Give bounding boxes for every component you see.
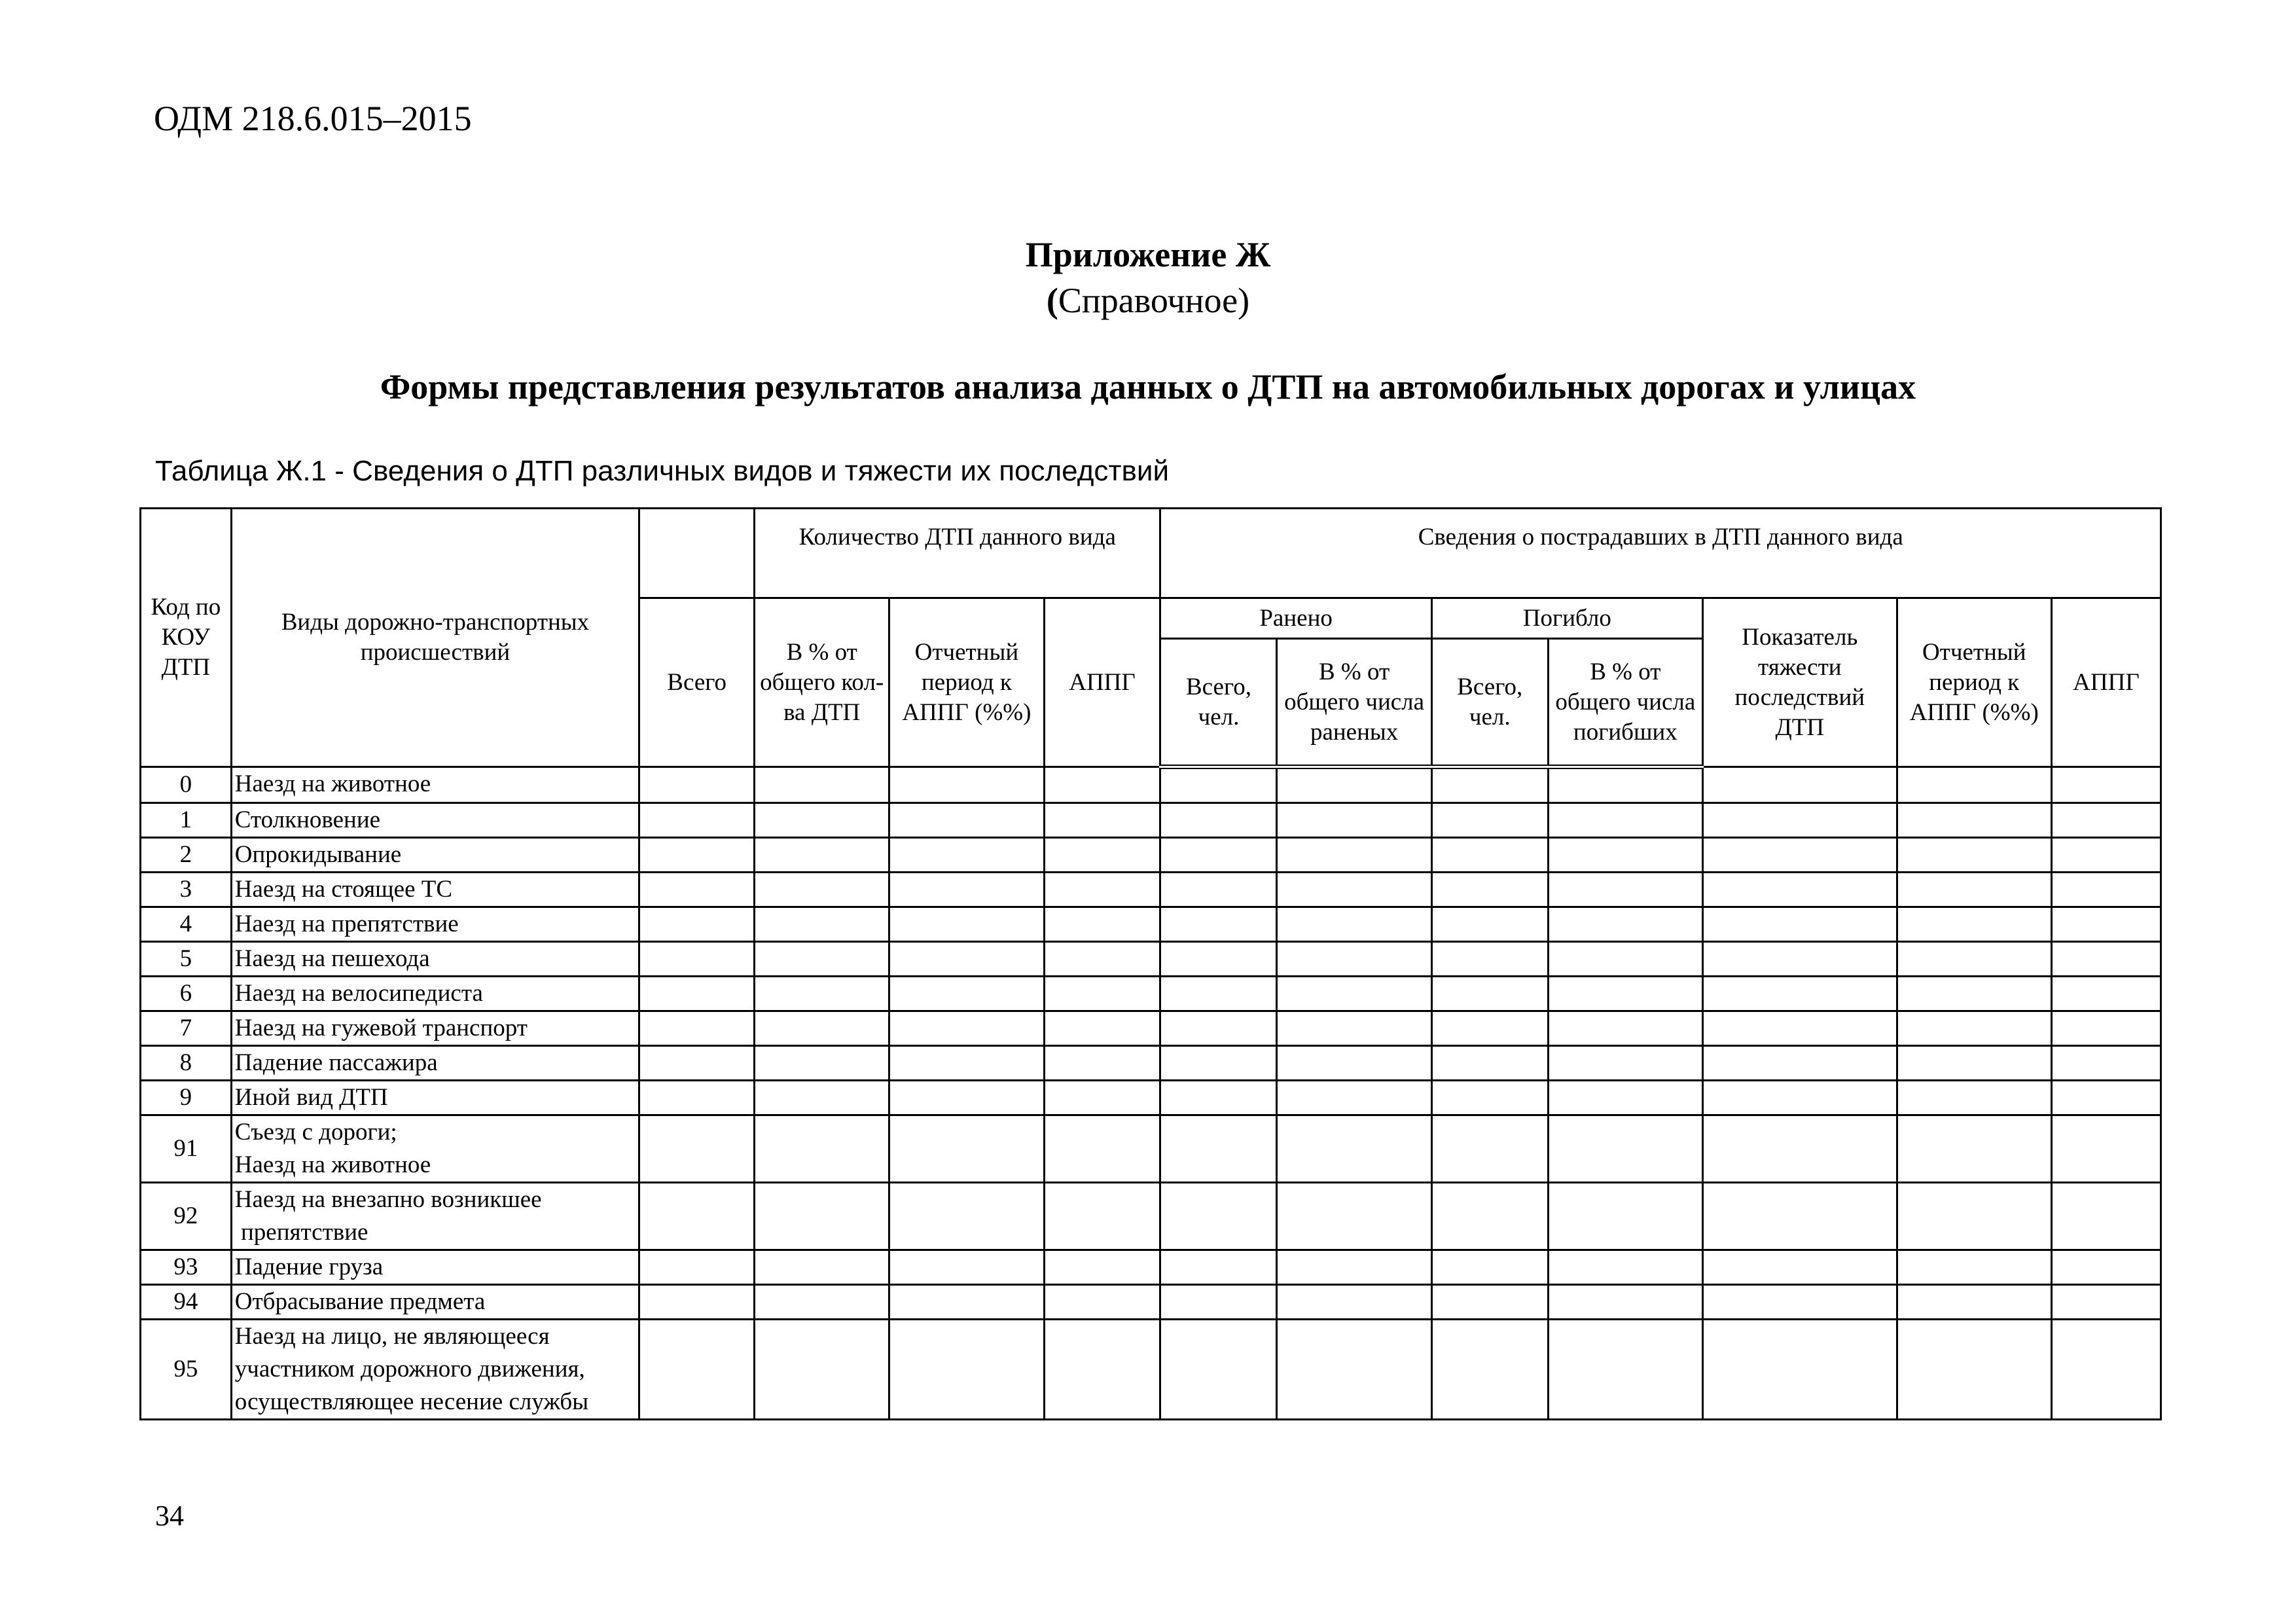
row-code: 94 <box>141 1285 232 1320</box>
empty-cell <box>2051 1115 2161 1183</box>
empty-cell <box>1702 767 1897 803</box>
empty-cell <box>1431 1285 1548 1320</box>
table-row <box>141 1285 2161 1320</box>
row-code: 8 <box>141 1046 232 1081</box>
empty-cell <box>1897 1115 2051 1183</box>
row-code: 6 <box>141 977 232 1011</box>
empty-cell <box>1702 873 1897 907</box>
empty-cell <box>889 1081 1044 1115</box>
empty-cell <box>889 1320 1044 1420</box>
empty-cell <box>639 1081 755 1115</box>
empty-cell <box>1548 1081 1702 1115</box>
empty-cell <box>1431 907 1548 942</box>
empty-cell <box>1044 1183 1160 1250</box>
empty-cell <box>1431 942 1548 977</box>
empty-cell <box>1277 1115 1431 1183</box>
appendix-subtitle-paren: ( <box>1046 281 1058 320</box>
empty-cell <box>2051 767 2161 803</box>
empty-cell <box>1277 942 1431 977</box>
empty-cell <box>1897 838 2051 873</box>
empty-cell <box>1431 1250 1548 1285</box>
row-accident-type: Наезд на велосипедиста <box>231 977 639 1011</box>
empty-cell <box>755 1250 889 1285</box>
empty-cell <box>1548 1285 1702 1320</box>
empty-cell <box>1702 1183 1897 1250</box>
empty-cell <box>1277 907 1431 942</box>
empty-cell <box>1897 942 2051 977</box>
empty-cell <box>639 1320 755 1420</box>
row-accident-type-line: препятствие <box>234 1219 368 1246</box>
empty-cell <box>2051 1046 2161 1081</box>
table-row <box>141 1115 2161 1183</box>
header-injured-total: Всего, чел. <box>1160 639 1277 767</box>
header-group-count: Количество ДТП данного вида <box>755 509 1160 598</box>
empty-cell <box>755 767 889 803</box>
empty-cell <box>755 977 889 1011</box>
table-caption: Таблица Ж.1 - Сведения о ДТП различных видов и тяжести их последствий <box>155 455 1170 487</box>
header-injured: Ранено <box>1160 598 1431 639</box>
empty-cell <box>2051 942 2161 977</box>
page-number: 34 <box>155 1500 184 1532</box>
empty-cell <box>1160 1046 1277 1081</box>
empty-cell <box>755 803 889 838</box>
empty-cell <box>1897 907 2051 942</box>
empty-cell <box>1897 1183 2051 1250</box>
table-row <box>141 873 2161 907</box>
table-row <box>141 942 2161 977</box>
header-report-period-2: Отчетный период к АППГ (%%) <box>1897 598 2051 767</box>
empty-cell <box>1897 767 2051 803</box>
empty-cell <box>2051 977 2161 1011</box>
empty-cell <box>755 1011 889 1046</box>
accident-table <box>139 507 2162 1420</box>
empty-cell <box>755 1115 889 1183</box>
empty-cell <box>1160 977 1277 1011</box>
empty-cell <box>755 838 889 873</box>
empty-cell <box>1431 1046 1548 1081</box>
empty-cell <box>1277 1046 1431 1081</box>
header-code: Код по КОУ ДТП <box>141 509 232 767</box>
row-accident-type: Столкновение <box>231 803 639 838</box>
empty-cell <box>639 907 755 942</box>
empty-cell <box>1548 1320 1702 1420</box>
header-appg-2: АППГ <box>2051 598 2161 767</box>
empty-cell <box>889 873 1044 907</box>
empty-cell <box>1277 767 1431 803</box>
empty-cell <box>2051 1081 2161 1115</box>
empty-cell <box>1160 1011 1277 1046</box>
empty-cell <box>1702 803 1897 838</box>
empty-cell <box>889 1285 1044 1320</box>
empty-cell <box>1702 942 1897 977</box>
table-row <box>141 907 2161 942</box>
appendix-subtitle <box>0 280 2296 321</box>
header-report-period: Отчетный период к АППГ (%%) <box>889 598 1044 767</box>
row-accident-type-line: Съезд с дороги; <box>234 1119 397 1146</box>
row-accident-type-line: осуществляющее несение службы <box>234 1388 589 1415</box>
row-code: 2 <box>141 838 232 873</box>
empty-cell <box>639 1250 755 1285</box>
empty-cell <box>1277 1250 1431 1285</box>
header-blank <box>639 509 755 598</box>
document-code: ОДМ 218.6.015–2015 <box>154 99 472 138</box>
empty-cell <box>1160 838 1277 873</box>
empty-cell <box>1431 767 1548 803</box>
empty-cell <box>1044 977 1160 1011</box>
empty-cell <box>1702 1046 1897 1081</box>
empty-cell <box>1897 803 2051 838</box>
empty-cell <box>2051 1250 2161 1285</box>
empty-cell <box>639 1183 755 1250</box>
row-accident-type-line: Наезд на лицо, не являющееся <box>234 1323 550 1350</box>
row-code: 7 <box>141 1011 232 1046</box>
row-code: 95 <box>141 1320 232 1420</box>
empty-cell <box>1044 1011 1160 1046</box>
empty-cell <box>755 1081 889 1115</box>
header-types: Виды дорожно-транспортных происшествий <box>231 509 639 767</box>
empty-cell <box>889 1046 1044 1081</box>
empty-cell <box>1160 1115 1277 1183</box>
empty-cell <box>1044 1046 1160 1081</box>
table-row <box>141 1011 2161 1046</box>
row-accident-type: Наезд на гужевой транспорт <box>231 1011 639 1046</box>
row-code: 92 <box>141 1183 232 1250</box>
empty-cell <box>2051 838 2161 873</box>
header-total: Всего <box>639 598 755 767</box>
row-accident-type: Наезд на животное <box>231 767 639 803</box>
table-row <box>141 1183 2161 1250</box>
empty-cell <box>1897 1250 2051 1285</box>
header-injured-pct: В % от общего числа раненых <box>1277 639 1431 767</box>
empty-cell <box>1897 1285 2051 1320</box>
row-accident-type <box>231 1115 639 1183</box>
empty-cell <box>1431 873 1548 907</box>
row-code: 9 <box>141 1081 232 1115</box>
empty-cell <box>1702 1081 1897 1115</box>
empty-cell <box>889 1183 1044 1250</box>
empty-cell <box>1044 1285 1160 1320</box>
empty-cell <box>1548 803 1702 838</box>
empty-cell <box>2051 873 2161 907</box>
empty-cell <box>1548 1183 1702 1250</box>
empty-cell <box>2051 1011 2161 1046</box>
empty-cell <box>1548 873 1702 907</box>
header-group-victims: Сведения о пострадавших в ДТП данного вида <box>1160 509 2161 598</box>
empty-cell <box>889 1011 1044 1046</box>
row-accident-type: Наезд на препятствие <box>231 907 639 942</box>
empty-cell <box>1431 1081 1548 1115</box>
empty-cell <box>2051 1285 2161 1320</box>
empty-cell <box>1702 838 1897 873</box>
row-accident-type <box>231 1320 639 1420</box>
empty-cell <box>1277 838 1431 873</box>
empty-cell <box>2051 907 2161 942</box>
header-killed-pct: В % от общего числа погибших <box>1548 639 1702 767</box>
empty-cell <box>1702 1285 1897 1320</box>
header-severity: Показатель тяжести последствий ДТП <box>1702 598 1897 767</box>
table-row <box>141 1250 2161 1285</box>
empty-cell <box>1897 1320 2051 1420</box>
empty-cell <box>1277 977 1431 1011</box>
section-title: Формы представления результатов анализа данных о ДТП на автомобильных дорогах и улицах <box>380 367 1916 406</box>
row-accident-type-line: участником дорожного движения, <box>234 1356 585 1382</box>
empty-cell <box>889 838 1044 873</box>
empty-cell <box>1044 942 1160 977</box>
empty-cell <box>1044 1250 1160 1285</box>
empty-cell <box>1160 767 1277 803</box>
empty-cell <box>1044 1115 1160 1183</box>
row-code: 0 <box>141 767 232 803</box>
empty-cell <box>639 977 755 1011</box>
empty-cell <box>639 1285 755 1320</box>
empty-cell <box>755 907 889 942</box>
empty-cell <box>755 1285 889 1320</box>
empty-cell <box>1897 873 2051 907</box>
empty-cell <box>2051 803 2161 838</box>
empty-cell <box>1044 803 1160 838</box>
row-code: 4 <box>141 907 232 942</box>
empty-cell <box>2051 1183 2161 1250</box>
row-accident-type: Наезд на стоящее ТС <box>231 873 639 907</box>
appendix-title: Приложение Ж <box>1025 235 1271 274</box>
row-code: 5 <box>141 942 232 977</box>
row-accident-type-line: Наезд на внезапно возникшее <box>234 1186 542 1213</box>
row-accident-type <box>231 1183 639 1250</box>
empty-cell <box>1160 1320 1277 1420</box>
empty-cell <box>1548 1011 1702 1046</box>
empty-cell <box>889 977 1044 1011</box>
empty-cell <box>1160 1183 1277 1250</box>
empty-cell <box>889 942 1044 977</box>
empty-cell <box>1702 977 1897 1011</box>
empty-cell <box>1044 1081 1160 1115</box>
table-row <box>141 767 2161 803</box>
table-row <box>141 977 2161 1011</box>
empty-cell <box>1277 1183 1431 1250</box>
empty-cell <box>1160 907 1277 942</box>
empty-cell <box>1897 1046 2051 1081</box>
row-accident-type-line: Наезд на животное <box>234 1151 431 1178</box>
empty-cell <box>1277 1320 1431 1420</box>
empty-cell <box>1431 1183 1548 1250</box>
header-killed: Погибло <box>1431 598 1702 639</box>
header-pct-total: В % от общего кол-ва ДТП <box>755 598 889 767</box>
row-accident-type: Отбрасывание предмета <box>231 1285 639 1320</box>
empty-cell <box>1160 803 1277 838</box>
empty-cell <box>1548 1250 1702 1285</box>
empty-cell <box>1548 907 1702 942</box>
empty-cell <box>1160 1285 1277 1320</box>
empty-cell <box>639 767 755 803</box>
empty-cell <box>1277 1011 1431 1046</box>
table-row <box>141 1046 2161 1081</box>
header-killed-total: Всего, чел. <box>1431 639 1548 767</box>
empty-cell <box>1897 1011 2051 1046</box>
empty-cell <box>1548 977 1702 1011</box>
table-row <box>141 803 2161 838</box>
empty-cell <box>755 1320 889 1420</box>
appendix-subtitle-text: Справочное) <box>1058 281 1250 320</box>
empty-cell <box>1277 873 1431 907</box>
empty-cell <box>1431 1011 1548 1046</box>
empty-cell <box>1702 907 1897 942</box>
empty-cell <box>1277 1081 1431 1115</box>
empty-cell <box>1897 1081 2051 1115</box>
row-code: 1 <box>141 803 232 838</box>
empty-cell <box>1160 1250 1277 1285</box>
row-accident-type: Наезд на пешехода <box>231 942 639 977</box>
empty-cell <box>1431 1115 1548 1183</box>
empty-cell <box>1548 1046 1702 1081</box>
empty-cell <box>1044 873 1160 907</box>
empty-cell <box>1044 1320 1160 1420</box>
empty-cell <box>1044 838 1160 873</box>
empty-cell <box>1702 1115 1897 1183</box>
row-accident-type: Иной вид ДТП <box>231 1081 639 1115</box>
empty-cell <box>889 907 1044 942</box>
empty-cell <box>2051 1320 2161 1420</box>
empty-cell <box>1044 907 1160 942</box>
empty-cell <box>889 803 1044 838</box>
empty-cell <box>1431 977 1548 1011</box>
empty-cell <box>639 873 755 907</box>
empty-cell <box>1277 803 1431 838</box>
table-row <box>141 1081 2161 1115</box>
empty-cell <box>639 942 755 977</box>
empty-cell <box>889 1250 1044 1285</box>
empty-cell <box>1431 1320 1548 1420</box>
row-code: 3 <box>141 873 232 907</box>
empty-cell <box>889 767 1044 803</box>
empty-cell <box>639 803 755 838</box>
empty-cell <box>1897 977 2051 1011</box>
empty-cell <box>755 873 889 907</box>
empty-cell <box>755 1183 889 1250</box>
row-accident-type: Падение груза <box>231 1250 639 1285</box>
empty-cell <box>639 1011 755 1046</box>
empty-cell <box>1702 1011 1897 1046</box>
empty-cell <box>1548 767 1702 803</box>
empty-cell <box>1702 1250 1897 1285</box>
empty-cell <box>755 1046 889 1081</box>
empty-cell <box>1548 1115 1702 1183</box>
empty-cell <box>1160 873 1277 907</box>
empty-cell <box>1702 1320 1897 1420</box>
empty-cell <box>1277 1285 1431 1320</box>
table-row <box>141 838 2161 873</box>
row-accident-type: Падение пассажира <box>231 1046 639 1081</box>
empty-cell <box>1548 942 1702 977</box>
row-accident-type: Опрокидывание <box>231 838 639 873</box>
empty-cell <box>1160 1081 1277 1115</box>
empty-cell <box>639 1046 755 1081</box>
empty-cell <box>1160 942 1277 977</box>
empty-cell <box>639 1115 755 1183</box>
empty-cell <box>639 838 755 873</box>
table-row <box>141 1320 2161 1420</box>
header-appg: АППГ <box>1044 598 1160 767</box>
empty-cell <box>1431 803 1548 838</box>
table-body <box>141 767 2161 1420</box>
empty-cell <box>1431 838 1548 873</box>
empty-cell <box>1548 838 1702 873</box>
empty-cell <box>1044 767 1160 803</box>
row-code: 93 <box>141 1250 232 1285</box>
empty-cell <box>889 1115 1044 1183</box>
empty-cell <box>755 942 889 977</box>
row-code: 91 <box>141 1115 232 1183</box>
